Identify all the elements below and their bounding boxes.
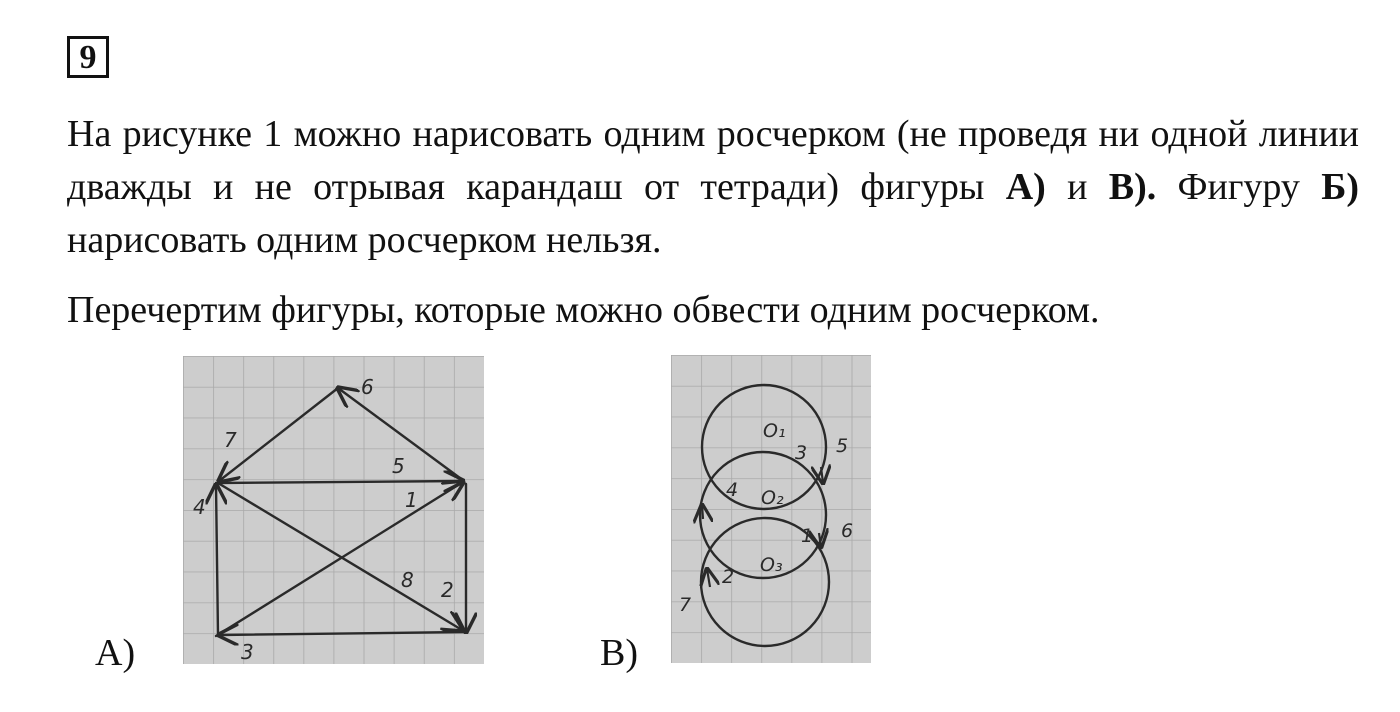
center-label: O₃ bbox=[760, 554, 783, 576]
step-number: 3 bbox=[241, 640, 254, 664]
step-number: 8 bbox=[401, 568, 414, 592]
step-number: 4 bbox=[193, 495, 206, 519]
paragraph-text: Фигуру bbox=[1156, 166, 1322, 208]
step-number: 1 bbox=[801, 525, 814, 547]
figure-ref-a: А) bbox=[1005, 166, 1046, 208]
step-number: 3 bbox=[795, 442, 808, 464]
step-number: 4 bbox=[726, 479, 739, 501]
figure-b-drawing bbox=[671, 355, 871, 663]
task-paragraph bbox=[67, 108, 1359, 267]
paragraph-text: На рисунке 1 можно нарисовать одним росчерком (не проведя ни одной линии дважды и не отрывая карандаш от тетради) фигуры bbox=[67, 113, 1359, 208]
step-number: 6 bbox=[361, 375, 374, 399]
arrow-4 bbox=[702, 505, 703, 519]
figure-b-svg bbox=[671, 355, 871, 663]
figure-label-b: В) bbox=[600, 632, 638, 674]
paragraph-text: и bbox=[1045, 166, 1109, 208]
step-number: 2 bbox=[722, 566, 735, 588]
solution-paragraph: Перечертим фигуры, которые можно обвести одним росчерком. bbox=[67, 289, 1100, 331]
step-number: 1 bbox=[405, 488, 418, 512]
grid-paper bbox=[183, 356, 484, 664]
step-number: 7 bbox=[679, 594, 692, 616]
step-number: 7 bbox=[224, 428, 237, 452]
step-number: 5 bbox=[392, 454, 405, 478]
step-number: 5 bbox=[836, 435, 849, 457]
figure-ref-b: В). bbox=[1108, 166, 1157, 208]
figure-a-drawing bbox=[183, 356, 484, 664]
figure-ref-other: Б) bbox=[1321, 166, 1359, 208]
step-number: 6 bbox=[841, 520, 854, 542]
task-number: 9 bbox=[67, 36, 109, 78]
paragraph-text: нарисовать одним росчерком нельзя. bbox=[67, 219, 662, 261]
figure-label-a: А) bbox=[95, 632, 136, 674]
center-label: O₁ bbox=[763, 420, 786, 442]
step-number: 2 bbox=[441, 578, 454, 602]
figure-a-svg bbox=[183, 356, 484, 664]
center-label: O₂ bbox=[761, 487, 784, 509]
